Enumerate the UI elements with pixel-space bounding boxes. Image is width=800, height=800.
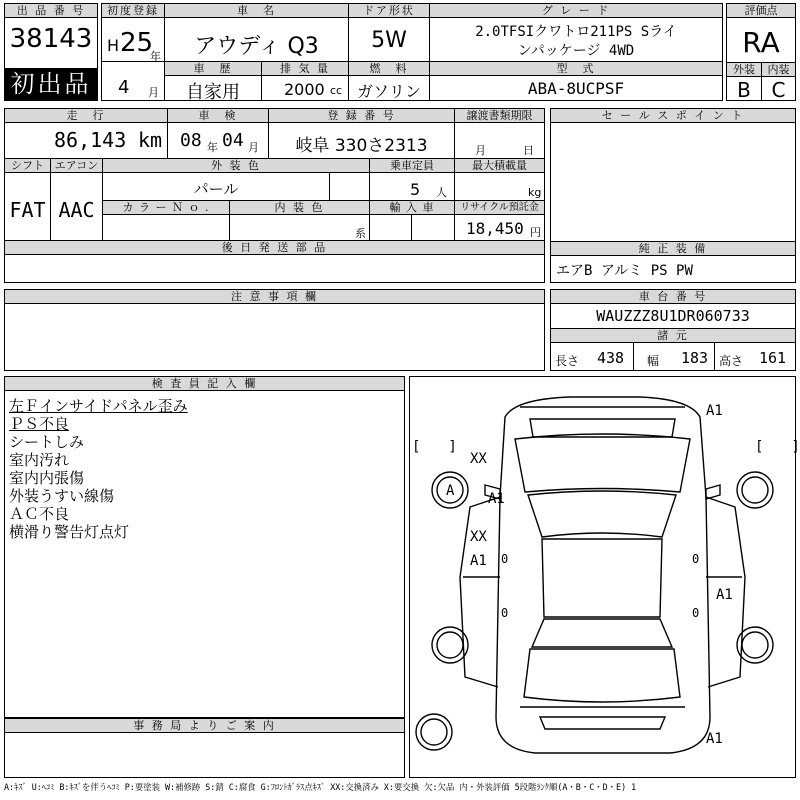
shift: FAT — [9, 198, 46, 222]
interior-label: 内装 — [762, 63, 795, 77]
door-type: 5W — [371, 28, 407, 53]
later-parts-label: 後 日 発 送 部 品 — [5, 241, 544, 255]
mileage-label: 走 行 — [5, 109, 167, 123]
color: パール — [193, 180, 239, 198]
transfer-day: 日 — [523, 144, 534, 157]
score: RA — [742, 26, 780, 59]
shift-label: シフト — [5, 159, 50, 173]
legend: A:ｷｽﾞ U:ﾍｺﾐ B:ｷｽﾞを伴うﾍｺﾐ P:要塗装 W:補修跡 S:錆 C:腐食 G:ﾌﾛﾝﾄｶﾞﾗｽ点ｷｽﾞ XX:交換済み X:要交換 欠:欠品 内・外装評価 5段階ﾗﾝｸ順(A・B・C・D・E) 1 — [4, 782, 637, 792]
score-box — [726, 3, 796, 101]
inspector-label: 検 査 員 記 入 欄 — [5, 377, 404, 391]
displacement-unit: cc — [330, 84, 343, 97]
sales-point-box — [550, 108, 796, 283]
lot-number-box — [4, 3, 98, 101]
color-no-label: カ ラ ー Ｎ ｏ . — [103, 201, 229, 215]
month-unit: 月 — [148, 86, 159, 99]
height: 161 — [759, 349, 787, 367]
mark-front: A1 — [706, 403, 723, 419]
mark-zero-right: 0 — [692, 552, 700, 566]
mileage-unit: km — [138, 128, 163, 152]
displacement: 2000 — [284, 80, 325, 99]
recycle-fee: 18,450 — [466, 219, 524, 238]
color-label: 外 装 色 — [103, 159, 369, 173]
inspection-year: 08 — [180, 130, 202, 151]
era: H — [107, 36, 120, 55]
inspection-label: 車 検 — [168, 109, 268, 123]
load-unit: kg — [528, 186, 542, 199]
grade-label: グ レ ー ド — [430, 4, 722, 18]
lot-number: 38143 — [9, 24, 93, 54]
mark-a-tire: A — [446, 483, 455, 499]
height-label: 高さ — [719, 354, 744, 368]
exterior-label: 外装 — [727, 63, 761, 77]
inspector-item: シートしみ — [9, 433, 85, 451]
first-reg-year: 25 — [120, 28, 154, 58]
model-code-label: 型 式 — [430, 62, 722, 76]
length: 438 — [597, 349, 625, 367]
mark-a1-left-door: A1 — [470, 553, 487, 569]
inspector-item: ＰＳ不良 — [9, 415, 70, 433]
mark-a1-rear: A1 — [706, 731, 723, 747]
lot-number-label: 出 品 番 号 — [5, 4, 97, 18]
mark-xx-left-door: XX — [470, 529, 487, 545]
chassis-box — [550, 289, 796, 371]
mark-zero-left-rear: 0 — [501, 606, 509, 620]
chassis-label: 車 台 番 号 — [551, 290, 795, 304]
capacity-label: 乗車定員 — [370, 159, 454, 173]
transfer-label: 譲渡書類期限 — [455, 109, 544, 123]
fuel-label: 燃 料 — [349, 62, 429, 76]
capacity-unit: 人 — [436, 186, 447, 199]
fuel: ガソリン — [356, 82, 421, 101]
office-box — [4, 718, 405, 778]
mark-xx-front-left: XX — [470, 451, 487, 467]
inspector-item: ＡＣ不良 — [9, 505, 70, 523]
ac: AAC — [58, 198, 95, 222]
office-label: 事 務 局 よ り ご 案 内 — [5, 719, 404, 733]
history-label: 車 歴 — [165, 62, 261, 76]
year-unit: 年 — [150, 50, 161, 63]
mark-zero-right-rear: 0 — [692, 606, 700, 620]
car-diagram — [410, 377, 800, 777]
history: 自家用 — [186, 82, 240, 103]
model-label: 車 名 — [165, 4, 348, 18]
notes-label: 注 意 事 項 欄 — [5, 290, 544, 304]
exterior-score: B — [737, 78, 751, 102]
score-label: 評価点 — [727, 4, 795, 18]
interior-color-label: 内 装 色 — [230, 201, 369, 215]
load-label: 最大積載量 — [455, 159, 544, 173]
inspection-year-unit: 年 — [207, 141, 218, 154]
door-label: ドア形状 — [349, 4, 429, 18]
mark-zero-left: 0 — [501, 552, 509, 566]
recycle-unit: 円 — [530, 226, 541, 239]
model-name: アウディ Q3 — [194, 34, 319, 59]
inspector-item: 室内内張傷 — [9, 469, 85, 487]
capacity: 5 — [410, 180, 421, 199]
plate-label: 登 録 番 号 — [269, 109, 454, 123]
first-listing-badge: 初出品 — [5, 68, 97, 101]
equipment: エアB アルミ PS PW — [556, 263, 693, 279]
first-reg-month: 4 — [118, 77, 130, 98]
inspection-month: 04 — [222, 130, 244, 151]
car-body-outline — [496, 397, 710, 753]
width: 183 — [681, 349, 709, 367]
sales-point-label: セ ー ル ス ポ イ ン ト — [551, 109, 795, 123]
length-label: 長さ — [555, 354, 580, 368]
displacement-label: 排 気 量 — [262, 62, 348, 76]
inspector-box — [4, 376, 405, 718]
notes-box — [4, 289, 545, 371]
inspection-month-unit: 月 — [248, 141, 259, 154]
grade-line2: ンパッケージ 4WD — [517, 43, 635, 59]
interior-color-suffix: 系 — [355, 227, 366, 240]
import-label: 輸 入 車 — [370, 201, 454, 215]
dims-label: 諸 元 — [551, 329, 795, 343]
inspector-item: 室内汚れ — [9, 451, 70, 469]
ac-label: エアコン — [51, 159, 102, 173]
equipment-label: 純 正 装 備 — [551, 242, 795, 256]
transfer-month: 月 — [475, 144, 486, 157]
bracket-right: [ ] — [755, 439, 800, 455]
inspector-item: 左Ｆインサイドパネル歪み — [9, 397, 188, 415]
inspector-item: 外装うすい線傷 — [9, 487, 115, 505]
plate-number: 岐阜 330さ2313 — [295, 136, 428, 156]
width-label: 幅 — [647, 354, 660, 368]
grade-line1: 2.0TFSIクワトロ211PS Sライ — [475, 24, 677, 40]
interior-score: C — [771, 78, 786, 102]
mark-a1-right: A1 — [716, 587, 733, 603]
first-reg-label: 初度登録 — [102, 4, 164, 18]
bracket-left: [ ] — [412, 439, 457, 455]
model-code: ABA-8UCPSF — [527, 79, 625, 98]
recycle-label: リサイクル預託金 — [455, 201, 544, 215]
mark-a1-left-front: A1 — [488, 491, 505, 507]
mileage: 86,143 — [54, 128, 127, 152]
car-diagram-box — [409, 376, 800, 778]
inspector-item: 横滑り警告灯点灯 — [9, 523, 130, 541]
chassis-number: WAUZZZ8U1DR060733 — [596, 307, 750, 325]
